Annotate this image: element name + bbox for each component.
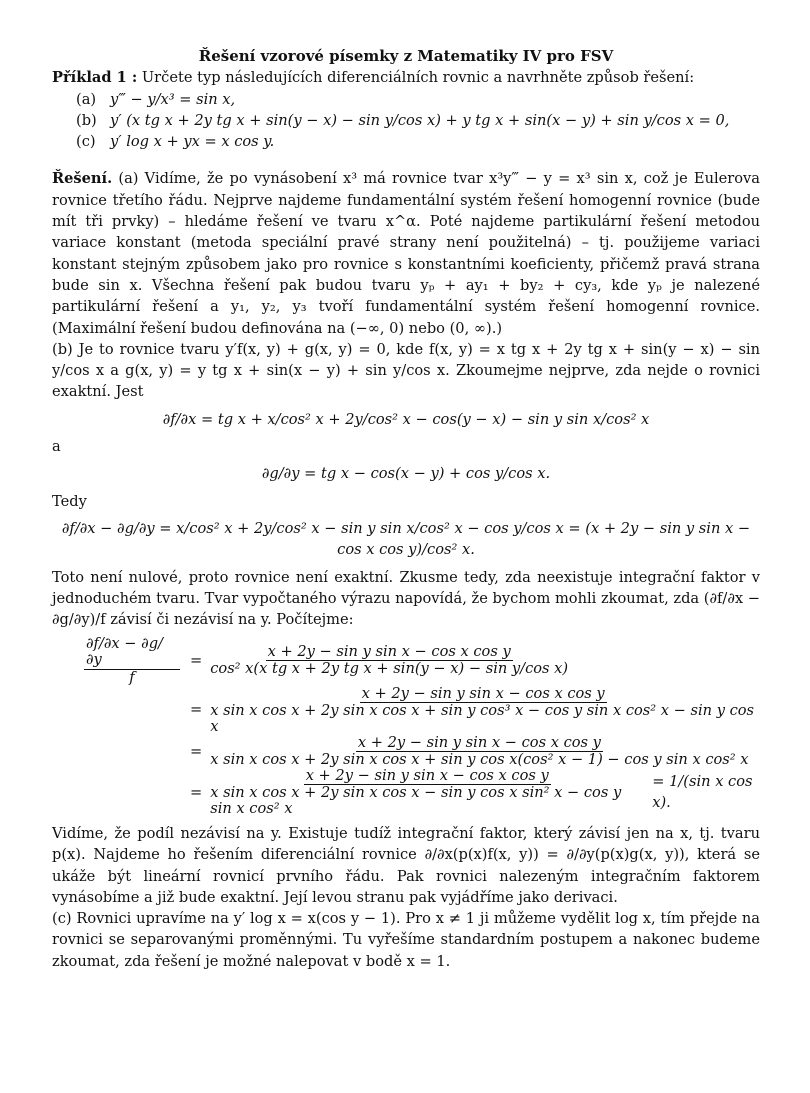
solution-part-a bbox=[52, 168, 760, 338]
solution-label: Řešení. bbox=[52, 170, 113, 188]
item-b-equation: y′ (x tg x + 2y tg x + sin(y − x) − sin y/cos x) + y tg x + sin(x − y) + sin y/cos x = 0, bbox=[110, 111, 730, 129]
ratio-numerator-2: x + 2y − sin y sin x − cos x cos y bbox=[361, 684, 605, 702]
ratio-final: = 1/(sin x cos x). bbox=[652, 773, 753, 812]
equation-dg-dy bbox=[52, 463, 760, 484]
problem-item-a bbox=[76, 89, 760, 110]
ratio-numerator-3: x + 2y − sin y sin x − cos x cos y bbox=[357, 733, 601, 751]
then-word: Tedy bbox=[52, 492, 87, 510]
ratio-line-4: = x + 2y − sin y sin x − cos x cos y x sin x cos x + 2y sin x cos x − sin y cos x sin² x − cos y sin x cos² x = 1/(sin x cos x). bbox=[82, 768, 760, 817]
item-c-equation: y′ log x + yx = x cos y. bbox=[110, 133, 275, 151]
ratio-denominator-2: x sin x cos x + 2y sin x cos x + sin y cos³ x − cos y sin x cos² x − sin y cos x bbox=[210, 701, 755, 735]
df-dx-rhs: = tg x + x/cos² x + 2y/cos² x − cos(y − x) − sin y sin x/cos² x bbox=[200, 410, 650, 428]
solution-part-c: (c) Rovnici upravíme na y′ log x = x(cos y − 1). Pro x ≠ 1 ji můžeme vydělit log x, tím přejde na rovnici se separovanými proměnnými. Tu vyřešíme standardním postupem a nakonec budeme zkoumat, zda řešení je možné nalepovat v bodě x = 1. bbox=[52, 910, 760, 970]
item-a-label: (a) bbox=[76, 90, 97, 108]
conclusion-part-b: Vidíme, že podíl nezávisí na y. Existuje tudíž integrační faktor, který závisí jen na x, tj. tvaru p(x). Najdeme ho řešením diferenciální rovnice ∂/∂x(p(x)f(x, y)) = ∂/∂y(p(x)g(x, y)), která se ukáže být lineární rovnicí prvního řádu. Pak rovnici nalezeným integračním faktorem vynásobíme a již bude exaktní. Její levou stranu pak vyjádříme jako derivaci. bbox=[52, 824, 760, 906]
not-exact-paragraph: Toto není nulové, proto rovnice není exaktní. Zkusme tedy, zda neexistuje integrační faktor v jednoduchém tvaru. Tvar vypočtaného výrazu napovídá, že bychom mohli zkoumat, zda (∂f/∂x − ∂g/∂y)/f závisí či nezávisí na y. Počítejme: bbox=[52, 568, 760, 629]
solution-part-b-intro: (b) Je to rovnice tvaru y′f(x, y) + g(x, y) = 0, kde f(x, y) = x tg x + 2y tg x + sin(y − x) − sin y/cos x a g(x, y) = y tg x + sin(x − y) + sin y/cos x. Zkoumejme nejprve, zda nejde o rovnici exaktní. Jest bbox=[52, 340, 760, 401]
solution-part-a-text: (a) Vidíme, že po vynásobení x³ má rovnice tvar x³y‴ − y = x³ sin x, což je Eulerova rovnice třetího řádu. Nejprve najdeme fundamentální systém řešení homogenní rovnice (bude mít tři prvky) – hledáme řešení ve tvaru x^α. Poté najdeme partikulární řešení metodou variace konstant (metoda speciální pravé strany není použitelná) – tj. použijeme variaci konstant stejným způsobem jako pro rovnice s konstantními koeficienty, přičemž pravá strana bude sin x. Všechna řešení pak budou tvaru yₚ + ay₁ + by₂ + cy₃, kde yₚ je nalezené partikulární řešení a y₁, y₂, y₃ tvoří fundamentální systém řešení homogenní rovnice. (Maximální řešení budou definována na (−∞, 0) nebo (0, ∞).) bbox=[52, 170, 761, 337]
dg-dy-lhs: ∂g/∂y bbox=[261, 465, 300, 483]
problem-item-b bbox=[76, 110, 760, 131]
problem-label: Příklad 1 : bbox=[52, 69, 138, 87]
problem-items bbox=[76, 89, 760, 153]
dg-dy-rhs: = tg x − cos(x − y) + cos y/cos x. bbox=[304, 465, 551, 483]
ratio-line-2: = x + 2y − sin y sin x − cos x cos y x sin x cos x + 2y sin x cos x + sin y cos³ x − cos y sin x cos² x − sin y cos x bbox=[82, 686, 760, 735]
difference-lhs: ∂f/∂x − ∂g/∂y bbox=[61, 519, 155, 537]
ratio-derivation bbox=[82, 636, 760, 817]
item-c-label: (c) bbox=[76, 133, 96, 151]
ratio-numerator-1: x + 2y − sin y sin x − cos x cos y bbox=[267, 643, 511, 661]
df-dx-lhs: ∂f/∂x bbox=[162, 410, 197, 428]
item-b-label: (b) bbox=[76, 111, 97, 129]
problem-1 bbox=[52, 67, 760, 88]
ratio-denominator-4: x sin x cos x + 2y sin x cos x − sin y cos x sin² x − cos y sin x cos² x bbox=[210, 783, 622, 817]
document-title: Řešení vzorové písemky z Matematiky IV pro FSV bbox=[198, 47, 614, 65]
document-page bbox=[52, 46, 760, 972]
problem-text: Určete typ následujících diferenciálních rovnic a navrhněte způsob řešení: bbox=[141, 69, 695, 87]
equation-difference bbox=[52, 518, 760, 561]
ratio-line-1: $\frac{\partial f/\partial x - \partial g/\partial y}{f}$ = $\frac{\text{x + 2y − sin y sin x − cos x cos y}}{\text{cos² x(x tg x + 2y tg x + sin(y − x) − sin y/cos x)}}$ bbox=[86, 635, 569, 686]
item-a-equation: y‴ − y/x³ = sin x, bbox=[110, 90, 236, 108]
ratio-denominator-3: x sin x cos x + 2y sin x cos x + sin y cos x(cos² x − 1) − cos y sin x cos² x bbox=[210, 750, 749, 768]
problem-item-c bbox=[76, 131, 760, 152]
ratio-numerator-4: x + 2y − sin y sin x − cos x cos y bbox=[305, 766, 549, 784]
ratio-line-3: = x + 2y − sin y sin x − cos x cos y x sin x cos x + 2y sin x cos x + sin y cos x(cos² x − 1) − cos y sin x cos² x bbox=[190, 733, 749, 768]
and-word: a bbox=[52, 438, 61, 456]
equation-df-dx bbox=[52, 409, 760, 430]
difference-rhs: = x/cos² x + 2y/cos² x − sin y sin x/cos² x − cos y/cos x = (x + 2y − sin y sin x − cos x cos y)/cos² x. bbox=[159, 519, 751, 559]
ratio-denominator-1: cos² x(x tg x + 2y tg x + sin(y − x) − sin y/cos x) bbox=[210, 660, 569, 678]
